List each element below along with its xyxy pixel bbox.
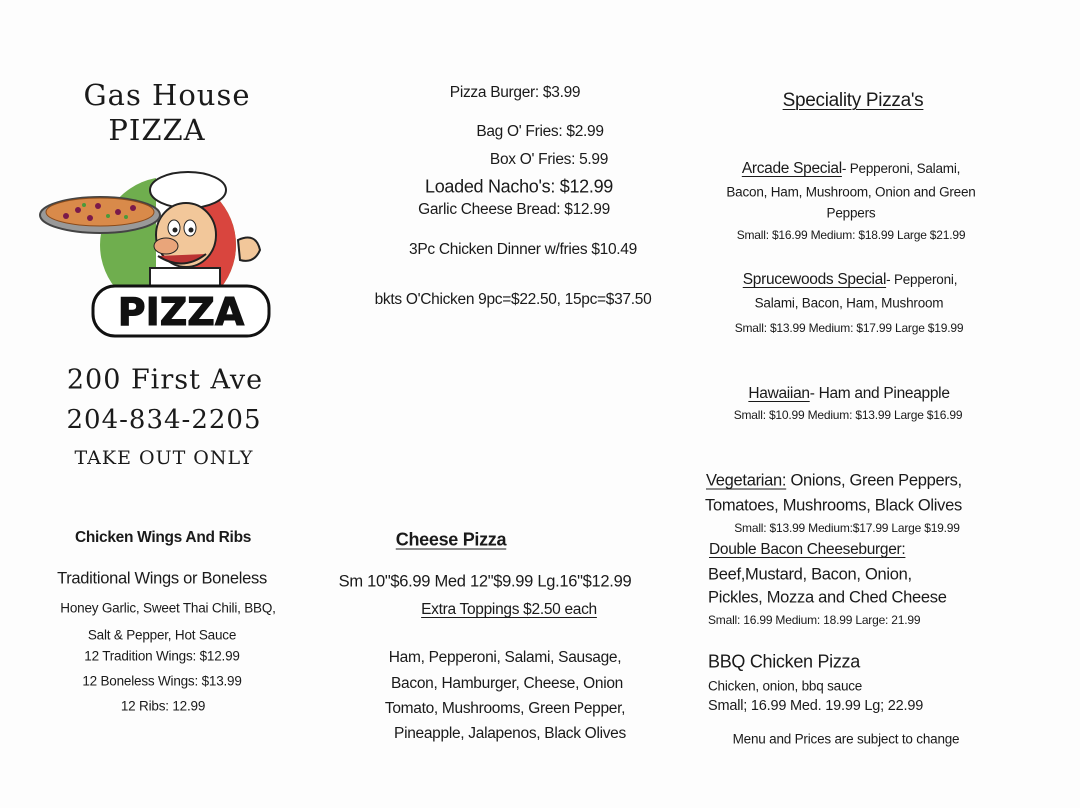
- pizza-name: Double Bacon Cheeseburger:: [709, 541, 906, 558]
- sprucewoods-special-title: [743, 271, 958, 289]
- pizza-prices: Small: 16.99 Medium: 18.99 Large: 21.99: [708, 613, 921, 627]
- pizza-desc: Beef,Mustard, Bacon, Onion,: [708, 565, 912, 584]
- chef-hand: [238, 238, 260, 261]
- side-item: Loaded Nacho's: $12.99: [425, 176, 613, 197]
- wings-item: 12 Ribs: 12.99: [120, 698, 206, 714]
- pizza-desc: - Pepperoni,: [886, 272, 958, 287]
- extra-toppings: Extra Toppings $2.50 each: [421, 601, 597, 618]
- side-item: Bag O' Fries: $2.99: [476, 123, 604, 140]
- side-item: Pizza Burger: $3.99: [449, 84, 581, 101]
- pizza-prices: Small: $13.99 Medium: $17.99 Large $19.99: [734, 321, 964, 335]
- topping-line: Tomato, Mushrooms, Green Pepper,: [384, 700, 626, 717]
- pizza-prices: Small; 16.99 Med. 19.99 Lg; 22.99: [708, 698, 924, 714]
- cheese-pizza-heading: Cheese Pizza: [395, 529, 507, 550]
- pizza-name: Sprucewoods Special: [742, 271, 887, 288]
- topping-line: Pineapple, Jalapenos, Black Olives: [394, 725, 626, 742]
- take-out-only: TAKE OUT ONLY: [74, 447, 254, 469]
- logo-pizza-text: PIZZA: [117, 290, 245, 334]
- chef-logo: [38, 160, 274, 340]
- wing-flavours: Salt & Pepper, Hot Sauce: [87, 627, 237, 643]
- address: 200 First Ave: [66, 364, 264, 396]
- pizza-desc: - Pepperoni, Salami,: [841, 161, 961, 176]
- pizza-name: Hawaiian: [748, 385, 810, 402]
- arcade-special-title: [742, 160, 960, 178]
- wing-flavours: Honey Garlic, Sweet Thai Chili, BBQ,: [60, 600, 276, 616]
- pizza-desc: Onions, Green Peppers,: [786, 471, 962, 490]
- phone: 204-834-2205: [66, 405, 262, 435]
- restaurant-name: Gas House: [83, 78, 251, 112]
- wings-subheading: Traditional Wings or Boneless: [57, 569, 267, 588]
- pizza-desc: Bacon, Ham, Mushroom, Onion and Green: [726, 184, 976, 200]
- pizza-desc: Chicken, onion, bbq sauce: [708, 678, 863, 694]
- pizza-name: BBQ Chicken Pizza: [708, 651, 860, 672]
- pizza-prices: Small: $10.99 Medium: $13.99 Large $16.99: [733, 408, 963, 422]
- topping-line: Bacon, Hamburger, Cheese, Onion: [391, 675, 623, 692]
- side-item: bkts O'Chicken 9pc=$22.50, 15pc=$37.50: [374, 291, 652, 308]
- side-item: Garlic Cheese Bread: $12.99: [418, 201, 610, 218]
- pizza-name: Vegetarian:: [706, 471, 787, 490]
- disclaimer: Menu and Prices are subject to change: [732, 731, 960, 747]
- cheese-pizza-prices: Sm 10"$6.99 Med 12"$9.99 Lg.16"$12.99: [338, 572, 632, 591]
- vegetarian-title: [706, 472, 962, 491]
- wings-item: 12 Boneless Wings: $13.99: [82, 673, 242, 689]
- pizza-desc: Salami, Bacon, Ham, Mushroom: [754, 295, 944, 311]
- pizza-name: Arcade Special: [741, 160, 842, 177]
- pizza-desc: Pickles, Mozza and Ched Cheese: [708, 588, 947, 607]
- pizza-prices: Small: $13.99 Medium:$17.99 Large $19.99: [734, 521, 960, 535]
- restaurant-name-pizza: PIZZA: [108, 113, 206, 147]
- wings-heading: Chicken Wings And Ribs: [74, 529, 252, 546]
- side-item: 3Pc Chicken Dinner w/fries $10.49: [409, 241, 637, 258]
- hawaiian-title: [748, 385, 949, 403]
- pizza-prices: Small: $16.99 Medium: $18.99 Large $21.99: [736, 228, 966, 242]
- speciality-heading: Speciality Pizza's: [782, 90, 924, 111]
- pizza-desc: Tomatoes, Mushrooms, Black Olives: [705, 496, 962, 515]
- pizza-desc: - Ham and Pineapple: [809, 385, 950, 402]
- side-item: Box O' Fries: 5.99: [489, 151, 609, 168]
- topping-line: Ham, Pepperoni, Salami, Sausage,: [388, 649, 622, 666]
- wings-item: 12 Tradition Wings: $12.99: [84, 648, 240, 664]
- pizza-desc: Peppers: [826, 205, 876, 221]
